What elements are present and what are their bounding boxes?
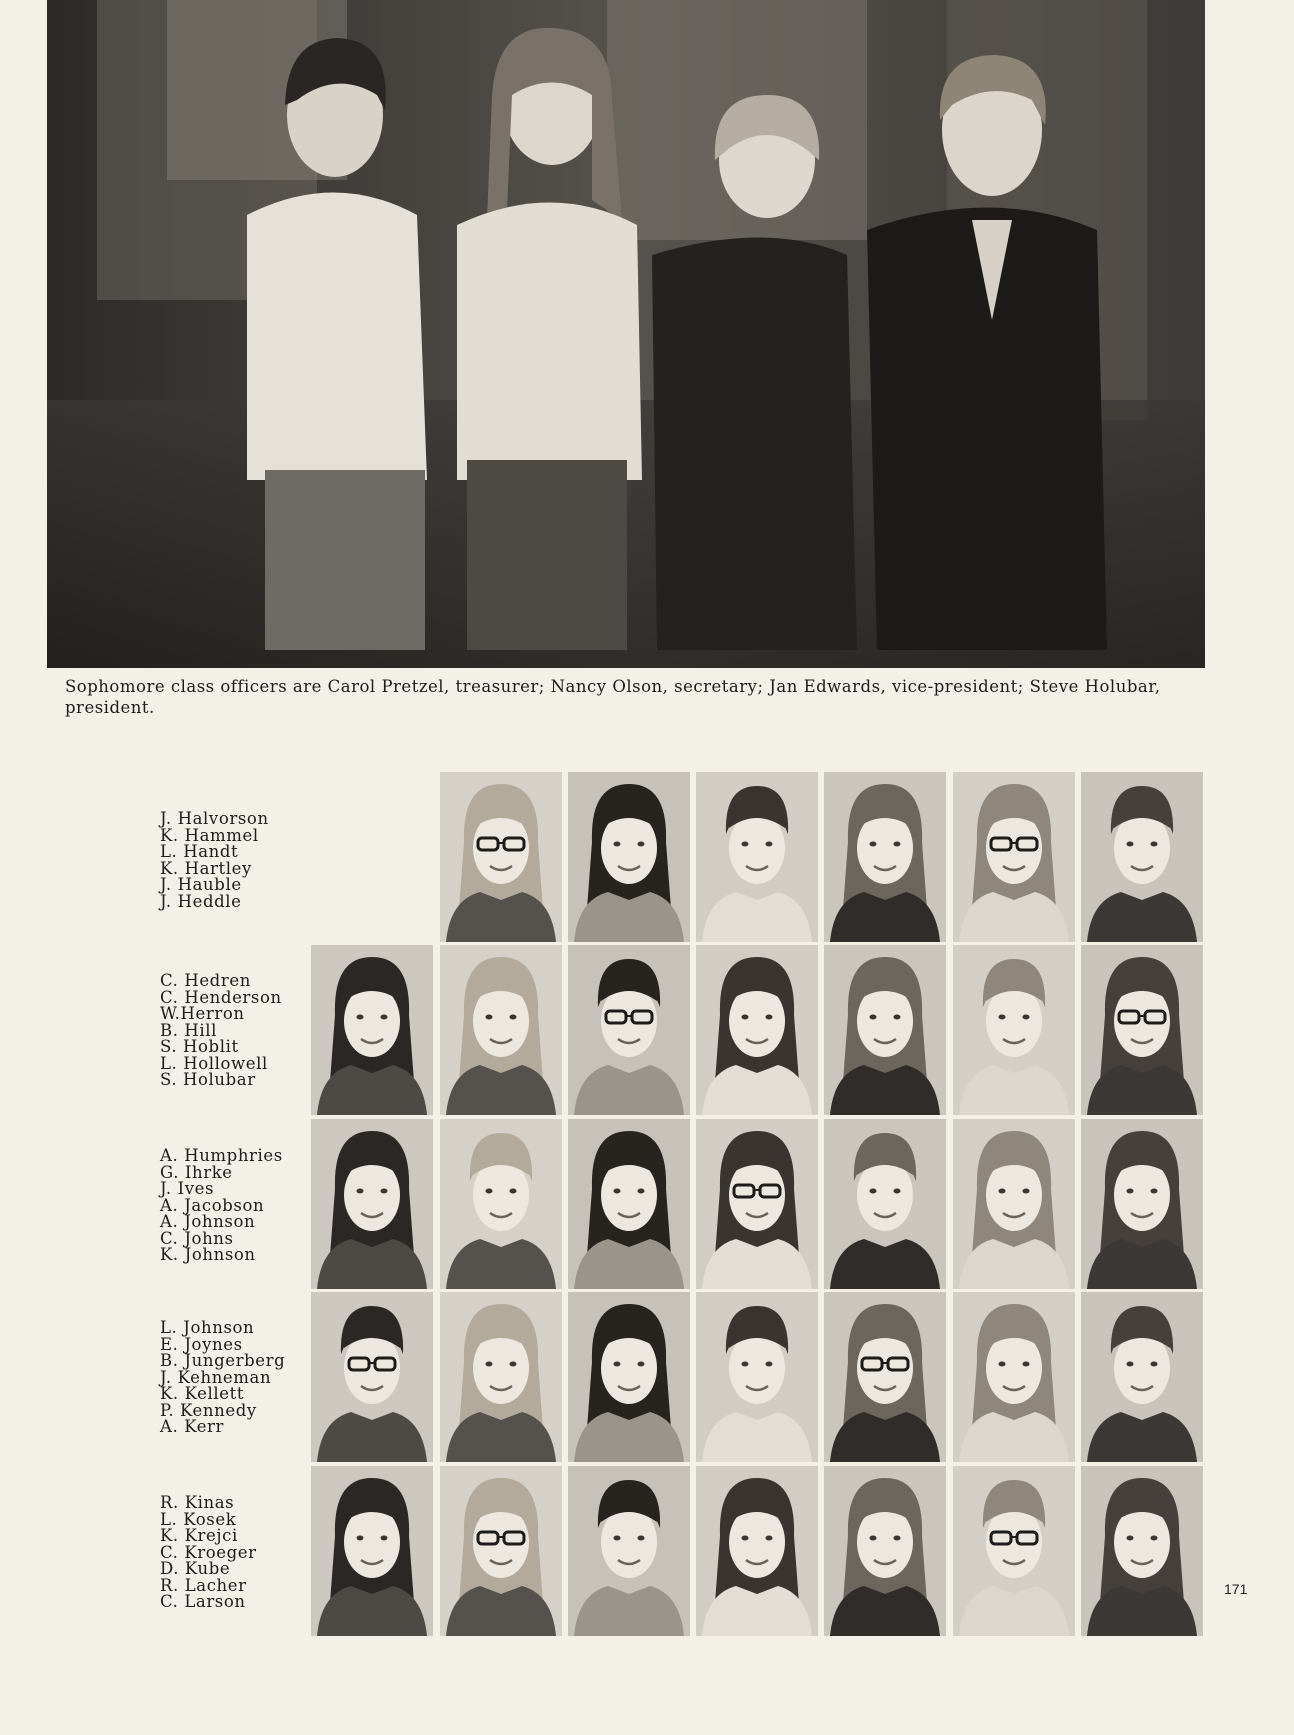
student-name: J. Hauble bbox=[160, 875, 242, 894]
student-portrait bbox=[440, 1292, 562, 1462]
name-list-row-1 bbox=[160, 811, 340, 910]
student-portrait bbox=[824, 945, 946, 1115]
student-name: P. Kennedy bbox=[160, 1400, 257, 1420]
student-name: A. Humphries bbox=[160, 1146, 283, 1165]
student-name: K. Hammel bbox=[160, 825, 259, 845]
student-portrait bbox=[568, 772, 690, 942]
student-name: E. Joynes bbox=[160, 1334, 243, 1354]
student-name: C. Kroeger bbox=[160, 1542, 257, 1562]
student-portrait bbox=[696, 1292, 818, 1462]
student-portrait bbox=[824, 1292, 946, 1462]
student-portrait bbox=[953, 1466, 1075, 1636]
student-portrait bbox=[696, 945, 818, 1115]
student-name: R. Lacher bbox=[160, 1575, 247, 1595]
student-name: S. Hoblit bbox=[160, 1037, 239, 1056]
student-portrait bbox=[440, 945, 562, 1115]
student-name: A. Kerr bbox=[160, 1417, 225, 1436]
student-name: L. Hollowell bbox=[160, 1053, 268, 1073]
student-portrait bbox=[568, 1466, 690, 1636]
student-name: L. Johnson bbox=[160, 1318, 255, 1337]
page-number: 171 bbox=[1224, 1581, 1248, 1597]
student-name: D. Kube bbox=[160, 1559, 231, 1578]
student-portrait bbox=[440, 1466, 562, 1636]
student-portrait bbox=[311, 945, 433, 1115]
student-name: R. Kinas bbox=[160, 1493, 235, 1512]
class-officers-photo bbox=[47, 0, 1205, 668]
student-portrait bbox=[1081, 1292, 1203, 1462]
student-portrait bbox=[696, 772, 818, 942]
student-portrait bbox=[311, 1119, 433, 1289]
student-name: J. Ives bbox=[160, 1179, 215, 1198]
student-portrait bbox=[440, 1119, 562, 1289]
student-name: G. Ihrke bbox=[160, 1162, 233, 1182]
student-portrait bbox=[696, 1119, 818, 1289]
student-name: K. Krejci bbox=[160, 1526, 238, 1545]
student-name: S. Holubar bbox=[160, 1070, 256, 1089]
student-portrait bbox=[440, 772, 562, 942]
student-name: K. Kellett bbox=[160, 1384, 245, 1403]
student-name: K. Hartley bbox=[160, 858, 252, 878]
student-name: C. Larson bbox=[160, 1592, 246, 1611]
student-portrait bbox=[953, 1119, 1075, 1289]
student-portrait bbox=[311, 1292, 433, 1462]
student-portrait bbox=[953, 1292, 1075, 1462]
student-portrait bbox=[1081, 1119, 1203, 1289]
student-portrait bbox=[568, 1292, 690, 1462]
student-portrait bbox=[1081, 945, 1203, 1115]
student-portrait bbox=[311, 1466, 433, 1636]
student-name: A. Jacobson bbox=[160, 1195, 265, 1215]
student-portrait bbox=[824, 772, 946, 942]
student-portrait bbox=[824, 1119, 946, 1289]
student-name: C. Hedren bbox=[160, 971, 251, 990]
student-name: J. Kehneman bbox=[160, 1367, 272, 1387]
student-name: L. Kosek bbox=[160, 1509, 237, 1529]
student-portrait bbox=[953, 772, 1075, 942]
student-name: K. Johnson bbox=[160, 1245, 256, 1264]
student-portrait bbox=[1081, 772, 1203, 942]
student-portrait bbox=[568, 1119, 690, 1289]
student-name: B. Jungerberg bbox=[160, 1351, 286, 1370]
student-portrait bbox=[824, 1466, 946, 1636]
student-name: J. Halvorson bbox=[160, 809, 269, 828]
student-name: W.Herron bbox=[160, 1004, 245, 1023]
student-portrait bbox=[568, 945, 690, 1115]
student-portrait bbox=[1081, 1466, 1203, 1636]
student-name: B. Hill bbox=[160, 1020, 218, 1040]
student-name: A. Johnson bbox=[160, 1212, 256, 1231]
student-portrait bbox=[953, 945, 1075, 1115]
student-name: C. Henderson bbox=[160, 987, 282, 1007]
student-portrait bbox=[696, 1466, 818, 1636]
student-name: L. Handt bbox=[160, 842, 239, 861]
student-name: J. Heddle bbox=[160, 891, 242, 911]
student-name: C. Johns bbox=[160, 1228, 234, 1248]
photo-caption: Sophomore class officers are Carol Pretzel, treasurer; Nancy Olson, secretary; Jan Edwards, vice-president; Steve Holubar, president. bbox=[65, 677, 1161, 717]
